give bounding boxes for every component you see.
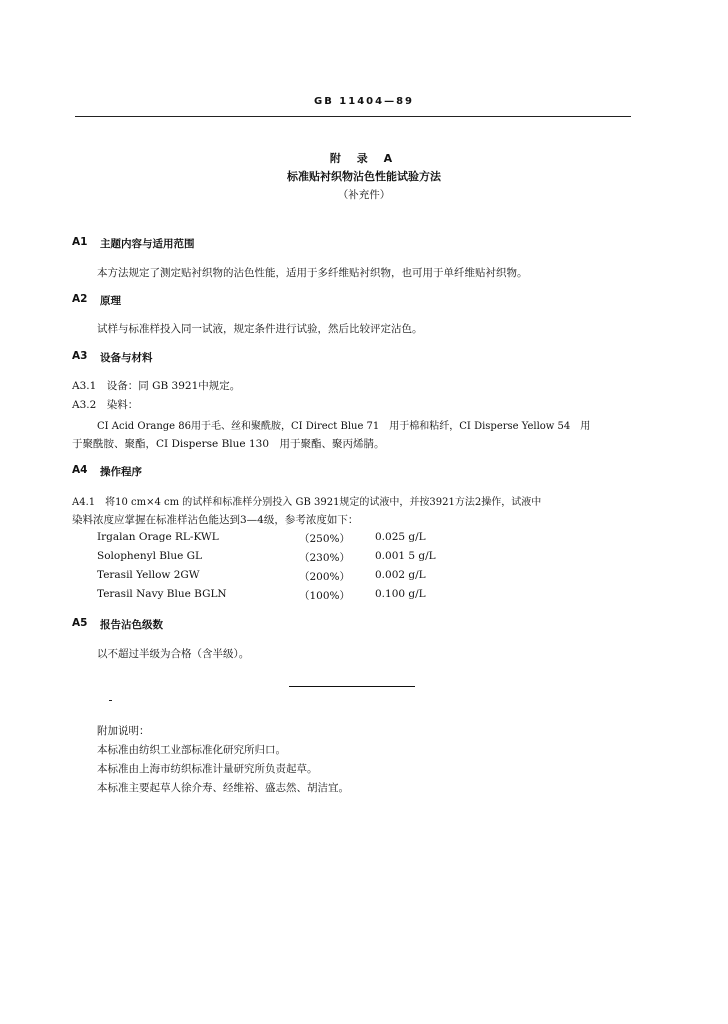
dye-name: Terasil Navy Blue BGLN	[97, 588, 227, 600]
standard-number: GB 11404—89	[313, 96, 415, 107]
dyes-line-1: CI Acid Orange 86用于毛、丝和聚酰胺，CI Direct Blue 71 用于棉和粘纤，CI Disperse Yellow 54 用	[97, 421, 591, 432]
dye-name: Solophenyl Blue GL	[97, 550, 203, 562]
appendix-label: 附 录 A	[329, 152, 399, 165]
additional-line: 本标准由纺织工业部标准化研究所归口。	[97, 744, 286, 756]
section-a2-number: A2	[72, 293, 88, 305]
section-a1-number: A1	[72, 236, 88, 248]
additional-heading: 附加说明：	[97, 725, 150, 737]
section-a3-number: A3	[72, 350, 88, 362]
section-a3-2: A3.2 染料：	[72, 399, 139, 411]
section-a5-number: A5	[72, 617, 88, 629]
dye-concentration: 0.025 g/L	[375, 531, 426, 543]
section-a2-title: 原理	[100, 295, 121, 307]
section-a1-text: 本方法规定了测定贴衬织物的沾色性能，适用于多纤维贴衬织物，也可用于单纤维贴衬织物。	[97, 267, 528, 279]
dyes-line-2: 于聚酰胺、聚酯，CI Disperse Blue 130 用于聚酯、聚丙烯腈。	[72, 438, 385, 450]
section-a1-title: 主题内容与适用范围	[100, 238, 195, 250]
section-a2-text: 试样与标准样投入同一试液，规定条件进行试验，然后比较评定沾色。	[97, 323, 423, 335]
dye-name: Terasil Yellow 2GW	[97, 569, 200, 581]
dye-concentration: 0.002 g/L	[375, 569, 426, 581]
section-a4-title: 操作程序	[100, 466, 142, 478]
dye-concentration: 0.001 5 g/L	[375, 550, 436, 562]
section-a4-number: A4	[72, 464, 88, 476]
end-rule	[289, 686, 415, 687]
dye-percent: （100%）	[299, 590, 351, 602]
header-rule	[75, 116, 631, 117]
section-a3-1: A3.1 设备：同 GB 3921中规定。	[72, 380, 241, 392]
dye-percent: （250%）	[299, 533, 351, 545]
dye-name: Irgalan Orage RL-KWL	[97, 531, 219, 543]
appendix-note: （补充件）	[337, 189, 391, 201]
section-a3-title: 设备与材料	[100, 352, 153, 364]
dye-concentration: 0.100 g/L	[375, 588, 426, 600]
section-a5-title: 报告沾色级数	[100, 619, 163, 631]
section-a4-1-line2: 染料浓度应掌握在标准样沾色能达到3—4级，参考浓度如下：	[72, 514, 359, 526]
dye-percent: （200%）	[299, 571, 351, 583]
section-a4-1-line1: A4.1 将10 cm×4 cm 的试样和标准样分别投入 GB 3921规定的试液中，并按3921方法2操作，试液中	[72, 497, 542, 508]
dye-percent: （230%）	[299, 552, 351, 564]
stray-mark	[109, 700, 112, 701]
appendix-title: 标准贴衬织物沾色性能试验方法	[287, 170, 441, 183]
section-a5-text: 以不超过半级为合格（含半级）。	[97, 648, 250, 660]
additional-line: 本标准主要起草人徐介寿、经维裕、盛志然、胡洁宜。	[97, 782, 349, 794]
additional-line: 本标准由上海市纺织标准计量研究所负责起草。	[97, 763, 318, 775]
